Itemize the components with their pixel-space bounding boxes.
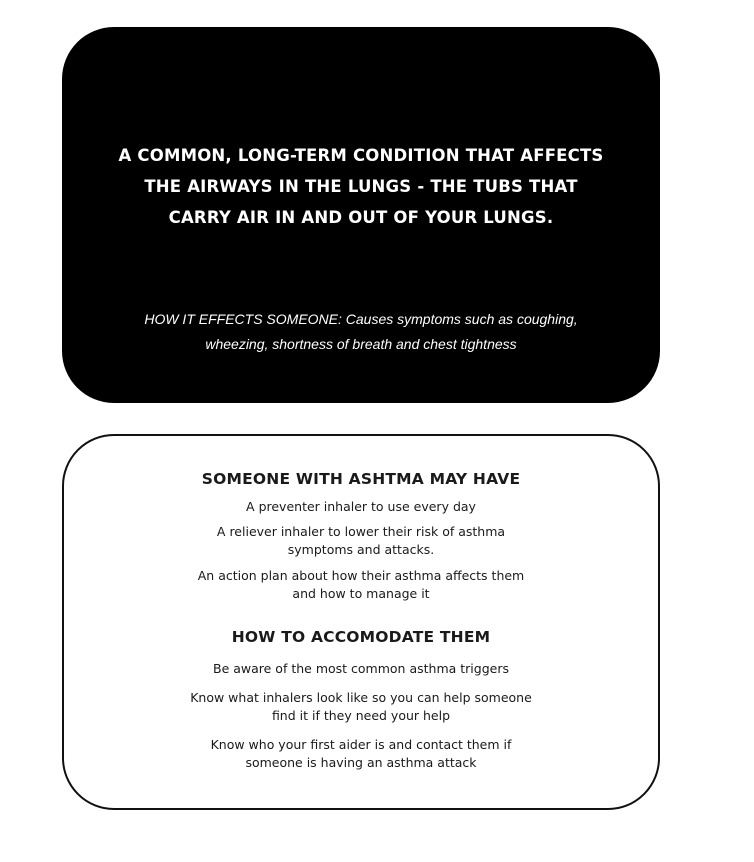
back-card: [62, 434, 660, 810]
list-item-inhalers: [64, 689, 658, 725]
item-line: symptoms and attacks.: [287, 542, 435, 557]
list-item-first-aider: [64, 736, 658, 772]
list-item-reliever: [64, 523, 658, 559]
headline-line: THE AIRWAYS IN THE LUNGS - THE TUBS THAT: [144, 177, 578, 196]
item-line: find it if they need your help: [271, 708, 451, 723]
section-title-may-have: SOMEONE WITH ASHTMA MAY HAVE: [201, 470, 521, 488]
list-item-action-plan: [64, 567, 658, 603]
item-line: and how to manage it: [292, 586, 430, 601]
list-item-triggers: [64, 660, 658, 678]
effects-line: wheezing, shortness of breath and chest tightness: [205, 336, 517, 352]
item-line: Be aware of the most common asthma triggers: [213, 661, 509, 676]
headline-line: A COMMON, LONG-TERM CONDITION THAT AFFECTS: [118, 146, 604, 165]
section-title-accommodate: HOW TO ACCOMODATE THEM: [231, 628, 491, 646]
item-line: Know who your first aider is and contact them if: [210, 737, 512, 752]
headline-line: CARRY AIR IN AND OUT OF YOUR LUNGS.: [168, 208, 554, 227]
list-item-preventer: [64, 498, 658, 516]
item-line: A reliever inhaler to lower their risk of asthma: [216, 524, 506, 539]
effects-line: HOW IT EFFECTS SOMEONE: Causes symptoms such as coughing,: [144, 311, 578, 327]
item-line: Know what inhalers look like so you can help someone: [190, 690, 532, 705]
item-line: someone is having an asthma attack: [245, 755, 477, 770]
front-card: [62, 27, 660, 403]
item-line: A preventer inhaler to use every day: [246, 499, 476, 514]
condition-definition: [62, 140, 660, 233]
item-line: An action plan about how their asthma affects them: [197, 568, 525, 583]
effects-text: [62, 307, 660, 357]
